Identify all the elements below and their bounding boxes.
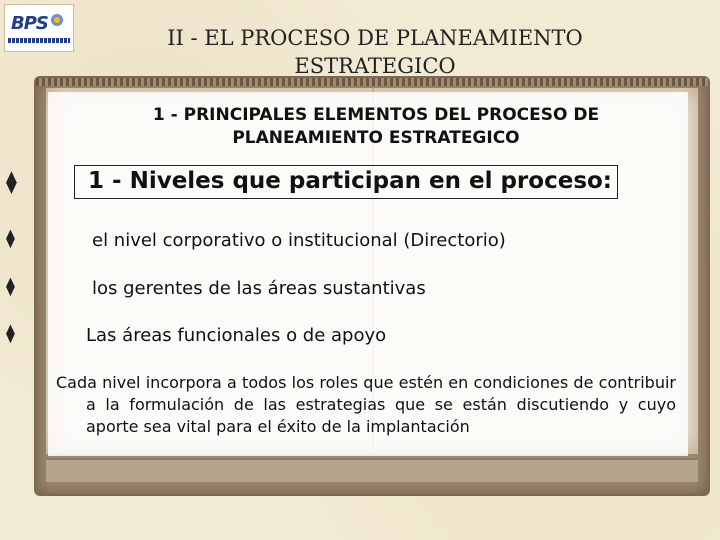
bps-logo xyxy=(4,4,74,52)
book-edge xyxy=(46,458,698,482)
slide-subtitle: 1 - PRINCIPALES ELEMENTOS DEL PROCESO DE PLANEAMIENTO ESTRATEGICO xyxy=(152,105,600,148)
list-item: Las áreas funcionales o de apoyo xyxy=(86,325,387,346)
list-item: el nivel corporativo o institucional (Directorio) xyxy=(92,230,506,251)
sun-emblem-icon xyxy=(51,14,63,26)
diamond-bullet-icon: ⧫ xyxy=(6,276,15,297)
slide-title: II - EL PROCESO DE PLANEAMIENTO ESTRATEGICO xyxy=(167,26,583,78)
section-heading: 1 - Niveles que participan en el proceso: xyxy=(88,168,613,194)
list-item: los gerentes de las áreas sustantivas xyxy=(92,278,426,299)
description-paragraph: Cada nivel incorpora a todos los roles que estén en condiciones de contribuir a la formulación de las estrategias que se están discutiendo y cuyo aporte sea vital para el éxito de la implantación xyxy=(56,373,676,436)
diamond-bullet-icon: ⧫ xyxy=(6,323,15,344)
diamond-bullet-icon: ⧫ xyxy=(6,170,17,195)
logo-tagline-strip xyxy=(8,38,70,43)
logo-text: BPS xyxy=(11,13,48,34)
diamond-bullet-icon: ⧫ xyxy=(6,228,15,249)
